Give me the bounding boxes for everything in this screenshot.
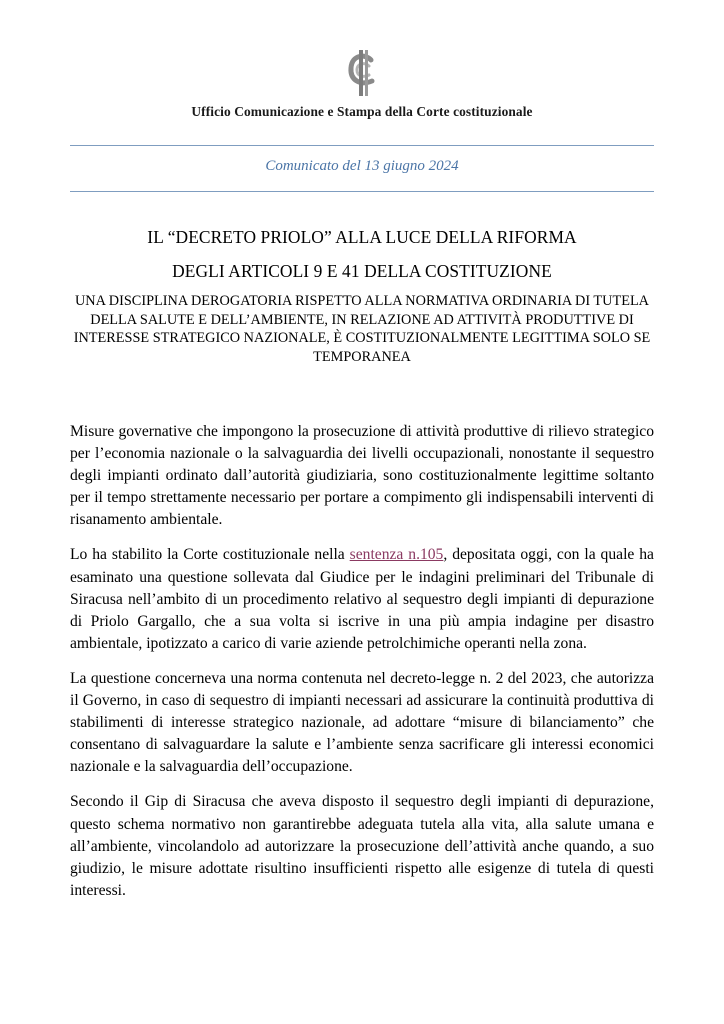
press-release-date: Comunicato del 13 giugno 2024: [265, 158, 459, 174]
title-line-1: IL “DECRETO PRIOLO” ALLA LUCE DELLA RIFORMA: [147, 227, 577, 247]
header-top-rule: [70, 145, 654, 146]
paragraph-2-end: , depositata oggi, con la quale ha esaminato una questione sollevata dal Giudice per le indagini preliminari del Tribunale di Siracusa nell’ambito di un procedimento relativo al sequestro degli impianti di depurazione di Priolo Gargallo, che a sua volta si iscrive in una più ampia indagine per disastro ambientale, ipotizzato a carico di varie aziende petrolchimiche operanti nella zona.: [70, 546, 654, 652]
paragraph-2: [70, 544, 654, 654]
header-bottom-rule: [70, 191, 654, 192]
article-body: [70, 421, 654, 915]
subtitle: UNA DISCIPLINA DEROGATORIA RISPETTO ALLA NORMATIVA ORDINARIA DI TUTELA DELLA SALUTE E DELL’AMBIENTE, IN RELAZIONE AD ATTIVITÀ PRODUTTIVE DI INTERESSE STRATEGICO NAZIONALE, È COSTITUZIONALMENTE LEGITTIMA SOLO SE TEMPORANEA: [73, 293, 651, 365]
paragraph-2-start: Lo ha stabilito la Corte costituzionale nella: [70, 546, 350, 564]
office-name: Ufficio Comunicazione e Stampa della Corte costituzionale: [191, 104, 533, 119]
sentenza-link[interactable]: sentenza n.105: [349, 546, 444, 564]
paragraph-3: La questione concerneva una norma contenuta nel decreto-legge n. 2 del 2023, che autorizza il Governo, in caso di sequestro di impianti necessari ad assicurare la continuità produttiva di stabilimenti di interesse strategico nazionale, ad adottare “misure di bilanciamento” che consentano di salvaguardare la salute e l’ambiente senza sacrificare gli interessi economici nazionale e la salvaguardia dell’occupazione.: [70, 669, 654, 776]
paragraph-1: Misure governative che impongono la prosecuzione di attività produttive di rilievo strategico per l’economia nazionale o la salvaguardia dei livelli occupazionali, nonostante il sequestro degli impianti ordinato dall’autorità giudiziaria, sono costituzionalmente legittime soltanto per il tempo strettamente necessario per portare a compimento gli indispensabili interventi di risanamento ambientale.: [70, 423, 654, 529]
paragraph-4: Secondo il Gip di Siracusa che aveva disposto il sequestro degli impianti di depurazione, questo schema normativo non garantirebbe adeguata tutela alla vita, alla salute umana e all’ambiente, vincolandolo ad autorizzare la prosecuzione dell’attività anche quando, a suo giudizio, le misure adottate risultino insufficienti rispetto alle esigenze di tutela di questi interessi.: [70, 793, 654, 899]
title-line-2: DEGLI ARTICOLI 9 E 41 DELLA COSTITUZIONE: [172, 261, 552, 281]
corte-costituzionale-logo-icon: [342, 48, 382, 98]
